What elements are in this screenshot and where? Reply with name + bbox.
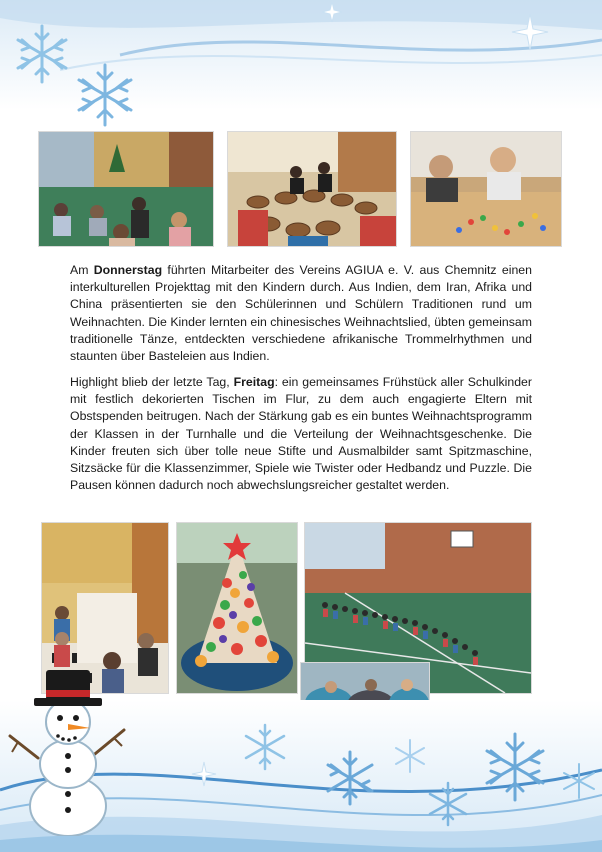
paragraph-bold: Freitag (233, 375, 275, 389)
snowman-icon (8, 666, 128, 836)
paragraph-text: Am (70, 263, 94, 277)
sparkle-icon (320, 0, 344, 24)
snowflake-icon (10, 22, 74, 86)
sparkle-icon (510, 12, 550, 52)
paragraph-friday (70, 374, 532, 494)
paragraph-text: Highlight blieb der letzte Tag, (70, 375, 234, 389)
paragraph-text: : ein gemeinsames Frühstück aller Schulkinder mit festlich dekorierten Tischen im Flur, zu dem auch engagierte Eltern mit Obstspenden beitrugen. Nach der Stärkung gab es ein buntes Weihnachtsprogramm der Klassen in der Turnhalle und die Verteilung der Weihnachtsgeschenke. Die Kinder freuten sich über tolle neue Stifte und Ausmalbilder samt Spitzmaschine, Sitzsäcke für die Klassenzimmer, Spiele wie Twister oder Hedbandz und Puzzle. Die Pausen können dadurch noch abwechslungsreicher gestaltet werden. (70, 375, 532, 493)
paragraph-bold: Donnerstag (93, 263, 163, 277)
paragraph-text: führten Mitarbeiter des Vereins AGIUA e. V. aus Chemnitz einen interkulturellen Projekttag mit den Kindern durch. Aus Indien, dem Iran, Afrika und China präsentierten sie den Schülerinnen und Schülern Traditionen rund um Weihnachten. Die Kinder lernten ein chinesisches Weihnachtslied, übten gemeinsam traditionelle Tänze, entdeckten verschiedene afrikanische Trommelrhythmen und staunten über Basteleien aus Indien. (70, 263, 532, 364)
snowflake-icon (66, 60, 144, 130)
snowflake-icon (424, 780, 472, 828)
snowflake-icon (320, 748, 380, 808)
paragraph-thursday (70, 262, 532, 365)
snowflake-icon (240, 722, 290, 772)
sparkle-icon (190, 760, 218, 788)
photo-crafts-table (410, 131, 562, 247)
snowflake-icon (560, 762, 598, 800)
photo-fruit-tree (176, 522, 298, 694)
snowflake-icon (478, 730, 552, 804)
photo-drum-circle (227, 131, 397, 247)
snowflake-icon (392, 738, 428, 774)
photo-sports-hall-dance (38, 131, 214, 247)
